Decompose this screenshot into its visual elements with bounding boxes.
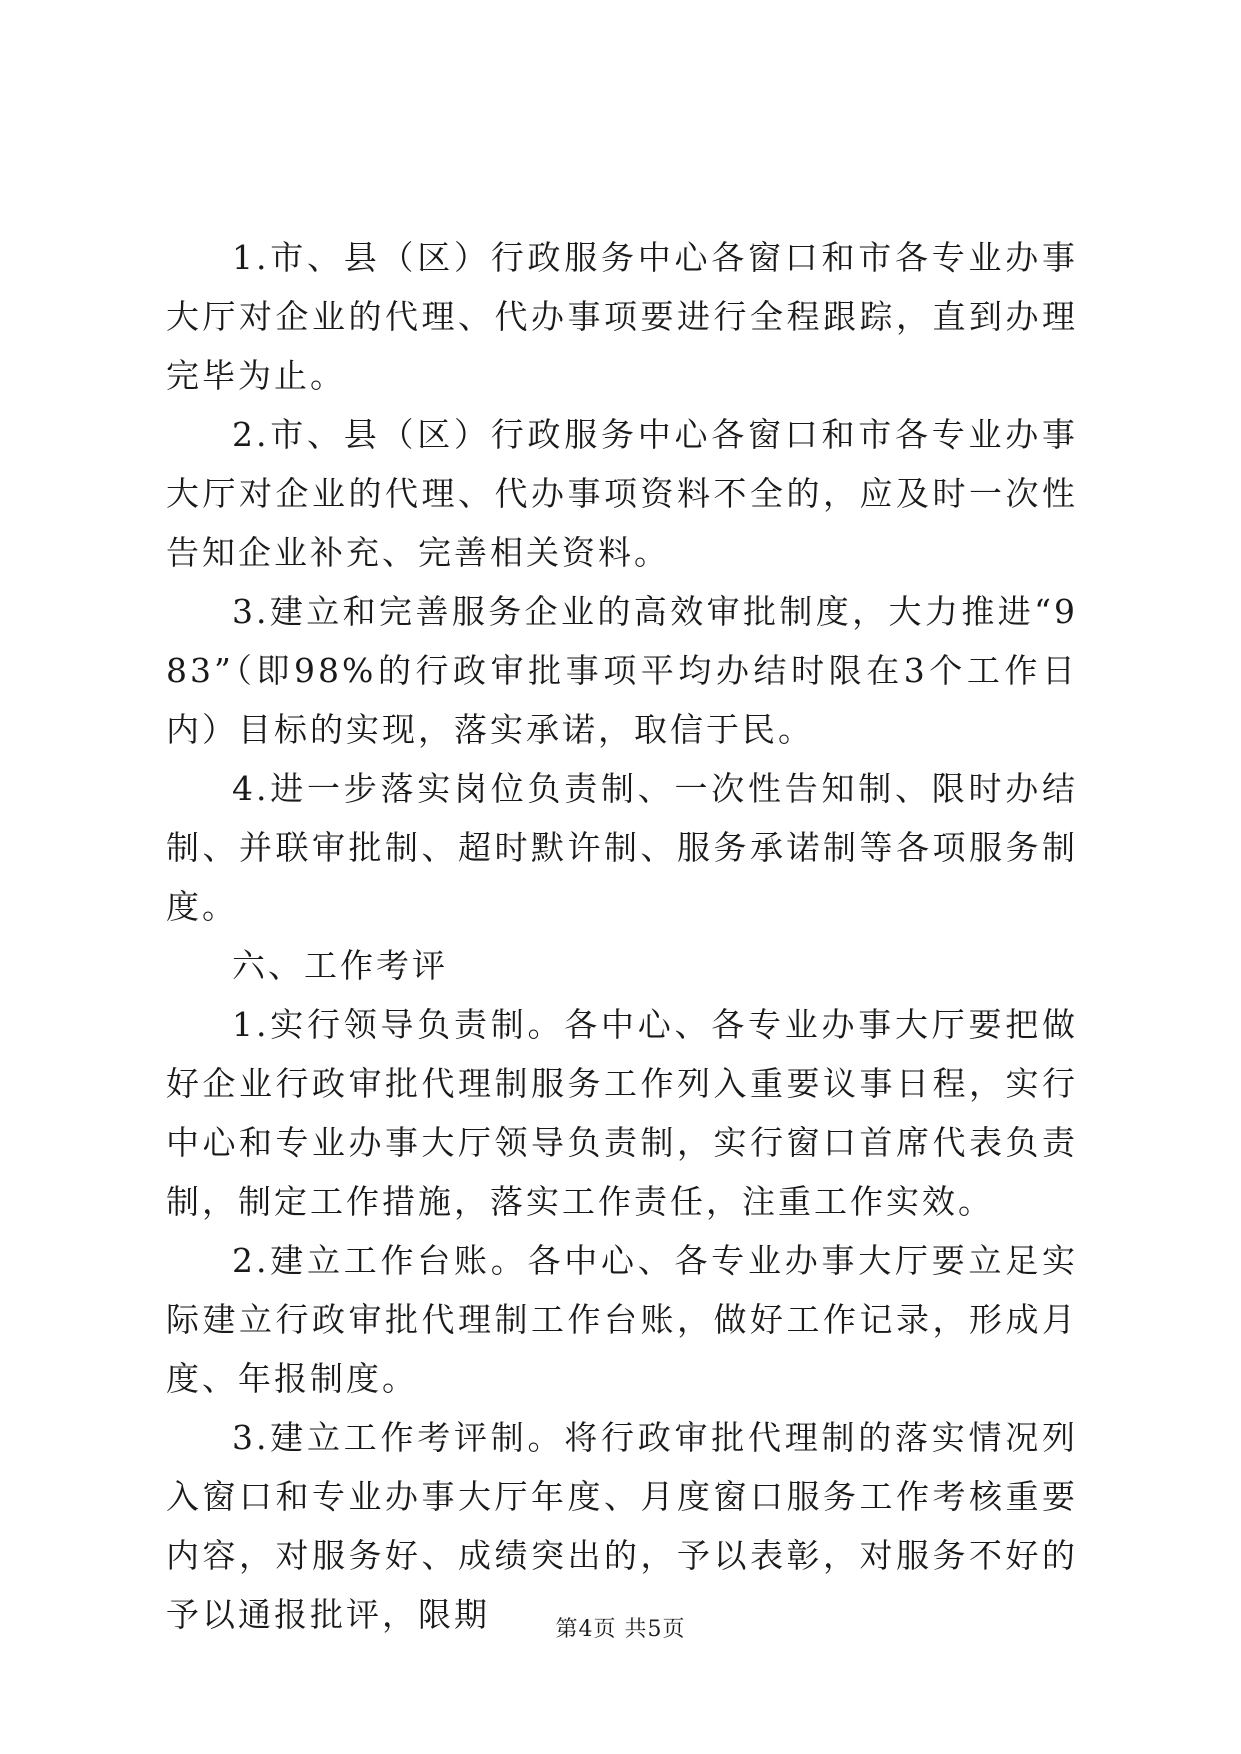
document-body: [166, 228, 1078, 1644]
paragraph-1: 1.市、县（区）行政服务中心各窗口和市各专业办事大厅对企业的代理、代办事项要进行全程跟踪，直到办理完毕为止。: [166, 238, 1078, 395]
page-footer: [0, 1612, 1241, 1643]
paragraph-3: 3.建立和完善服务企业的高效审批制度，大力推进“983”（即98%的行政审批事项平均办结时限在3个工作日内）目标的实现，落实承诺，取信于民。: [166, 592, 1078, 749]
page-number-label: 第4页 共5页: [555, 1617, 686, 1642]
paragraph-4: 4.进一步落实岗位负责制、一次性告知制、限时办结制、并联审批制、超时默许制、服务承诺制等各项服务制度。: [166, 769, 1078, 926]
paragraph-2: 2.市、县（区）行政服务中心各窗口和市各专业办事大厅对企业的代理、代办事项资料不全的，应及时一次性告知企业补充、完善相关资料。: [166, 415, 1078, 572]
paragraph-6: 2.建立工作台账。各中心、各专业办事大厅要立足实际建立行政审批代理制工作台账，做好工作记录，形成月度、年报制度。: [166, 1241, 1078, 1398]
section-heading: 六、工作考评: [232, 946, 448, 985]
paragraph-7: 3.建立工作考评制。将行政审批代理制的落实情况列入窗口和专业办事大厅年度、月度窗口服务工作考核重要内容，对服务好、成绩突出的，予以表彰，对服务不好的予以通报批评，限期: [166, 1418, 1078, 1634]
paragraph-5: 1.实行领导负责制。各中心、各专业办事大厅要把做好企业行政审批代理制服务工作列入重要议事日程，实行中心和专业办事大厅领导负责制，实行窗口首席代表负责制，制定工作措施，落实工作责任，注重工作实效。: [166, 1005, 1078, 1221]
